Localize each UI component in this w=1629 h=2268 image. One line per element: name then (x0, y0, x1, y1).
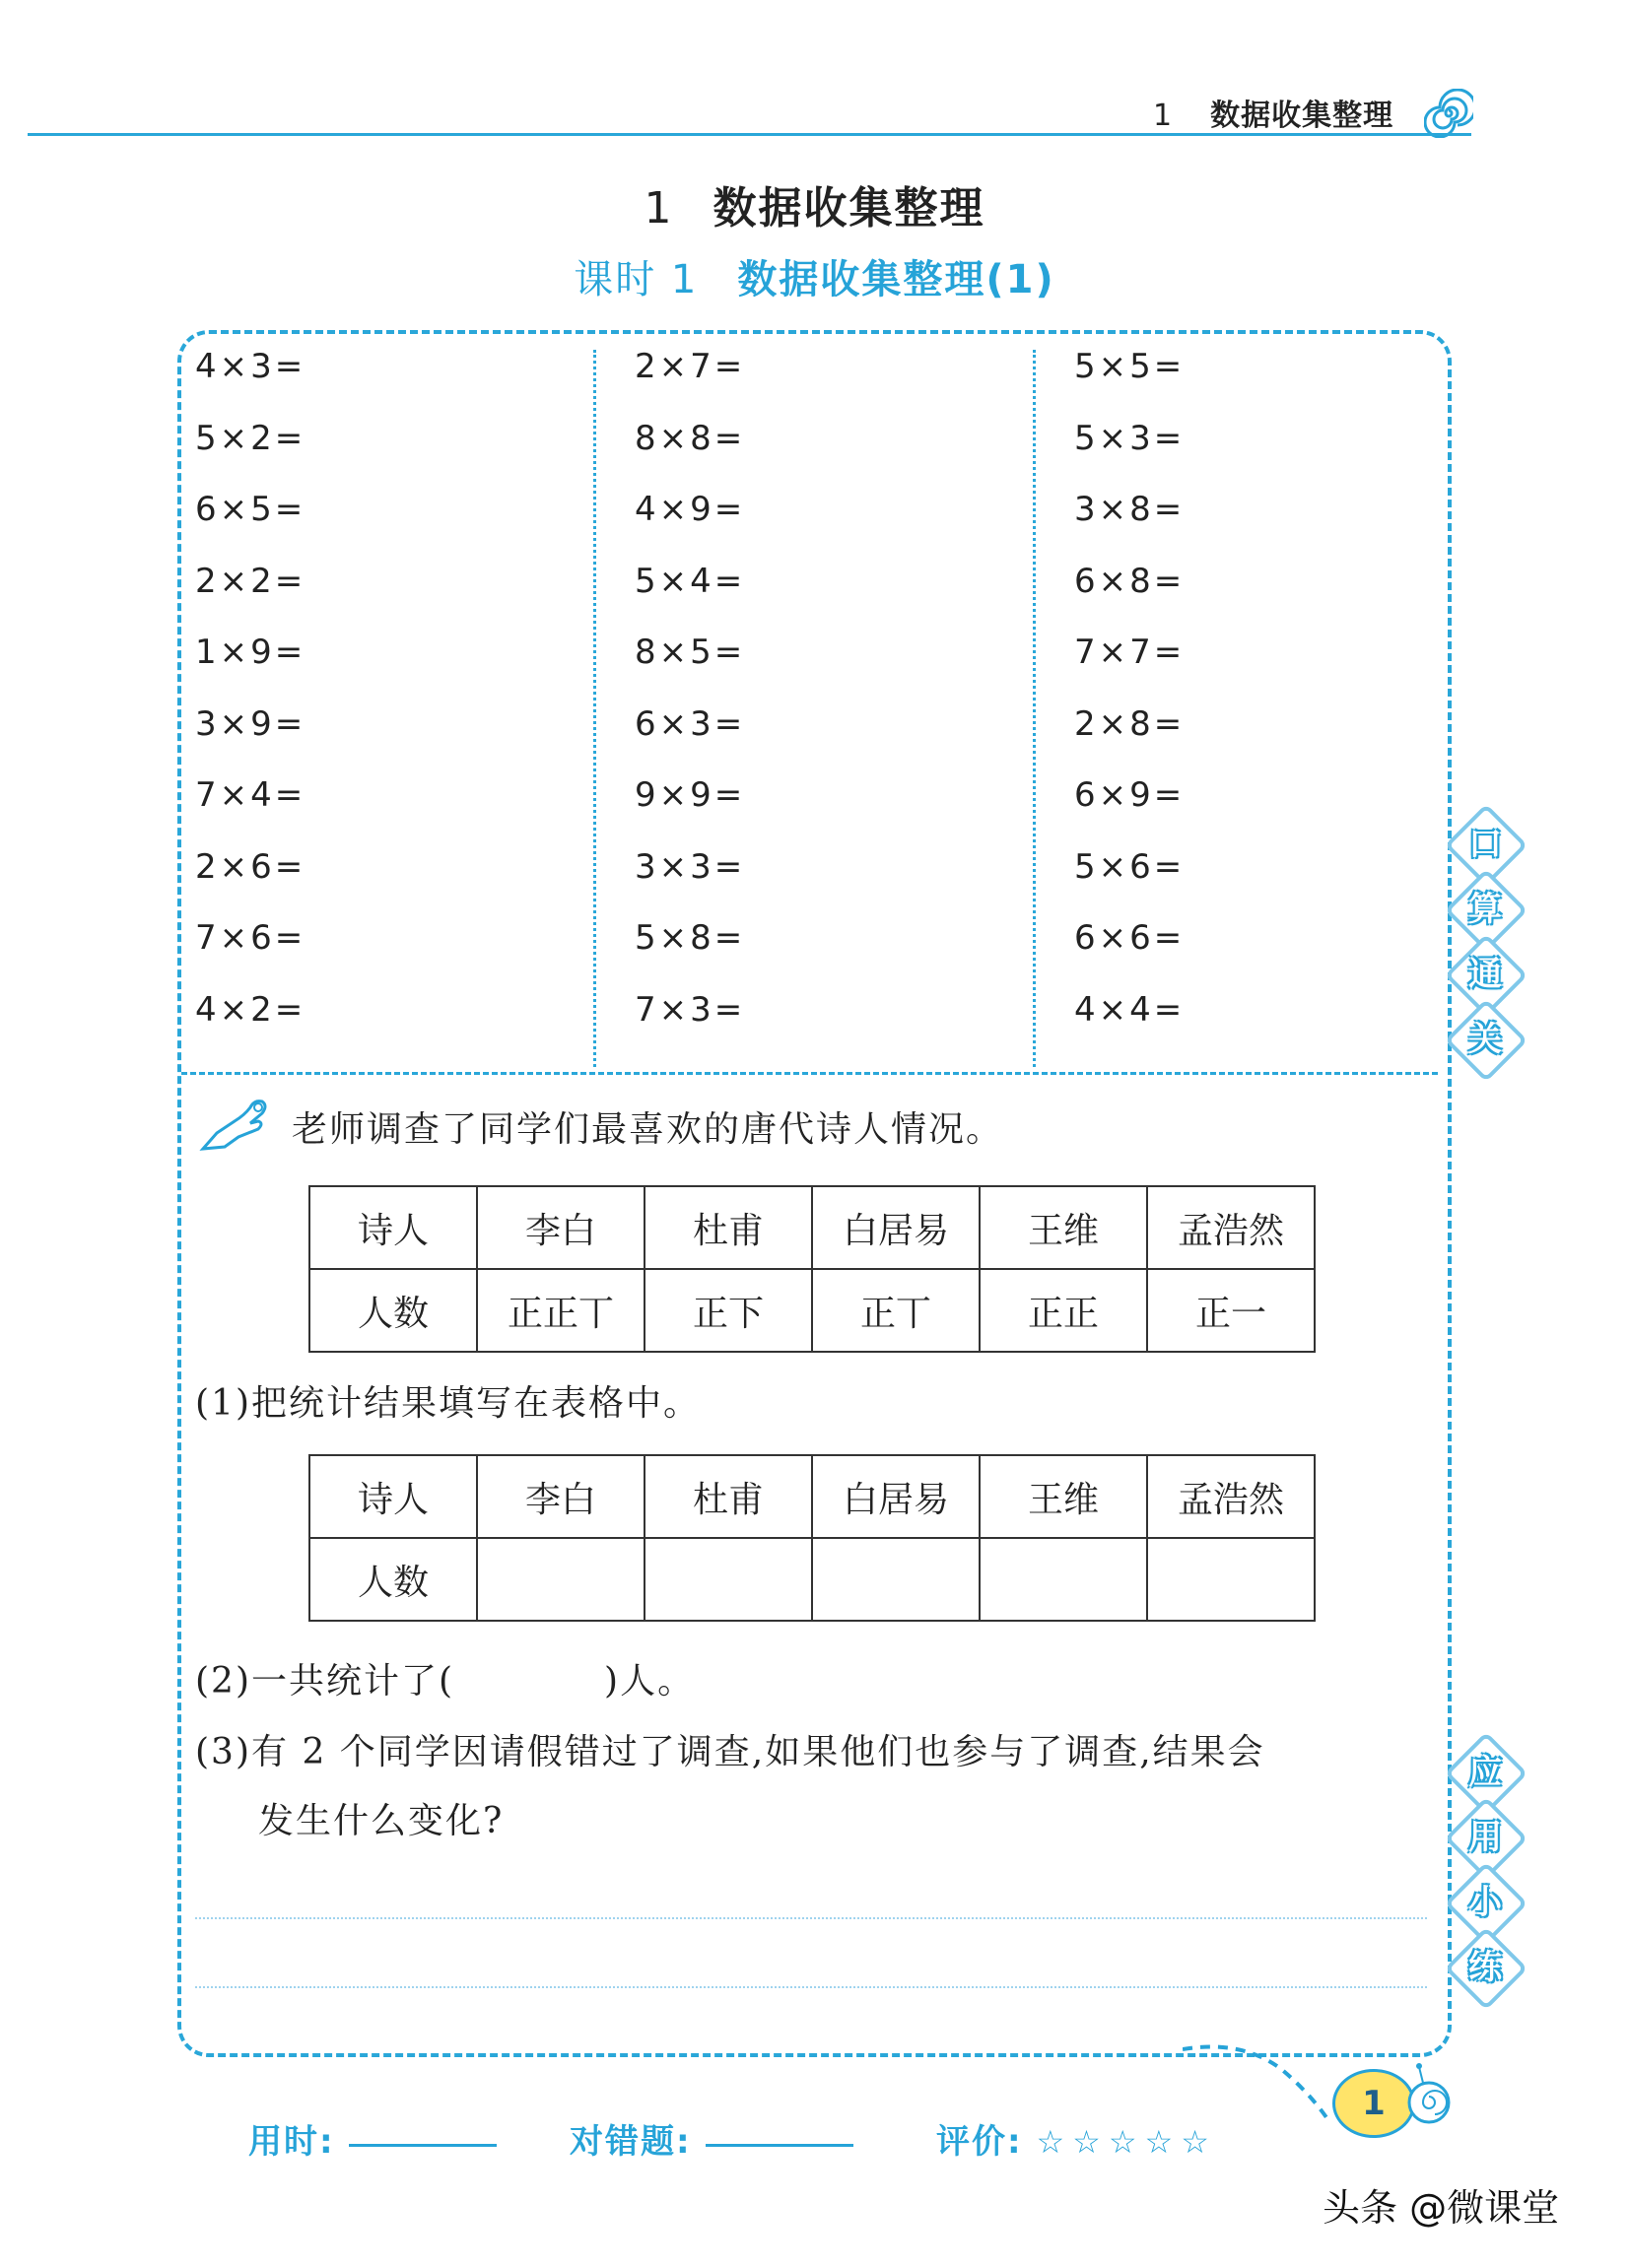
answer-table (308, 1454, 1316, 1622)
question-part-2: (2)一共统计了( )人。 (195, 1661, 696, 1701)
rating-star-icon[interactable]: ☆ (1072, 2123, 1103, 2161)
errors-blank[interactable] (706, 2140, 853, 2147)
column-divider (1033, 350, 1036, 1067)
table-cell: 人数 (309, 1538, 477, 1621)
question-intro: 老师调查了同学们最喜欢的唐代诗人情况。 (292, 1109, 1004, 1150)
table-cell: 李白 (477, 1186, 645, 1269)
side-tab (1457, 881, 1516, 940)
question-part-1: (1)把统计结果填写在表格中。 (195, 1383, 701, 1424)
swirl-icon (1424, 89, 1473, 138)
side-tab-label: 应 (1468, 1753, 1502, 1792)
side-tab (1457, 1874, 1516, 1933)
question-part-3-continued: 发生什么变化? (258, 1801, 505, 1841)
table-cell: 孟浩然 (1147, 1455, 1315, 1538)
table-cell[interactable] (980, 1538, 1147, 1621)
drill-equation: 7×6= (195, 918, 306, 958)
table-cell[interactable] (645, 1538, 812, 1621)
dashed-trail-decoration (1183, 2039, 1340, 2138)
side-tab (1457, 816, 1516, 875)
drill-equation: 5×4= (635, 561, 746, 601)
answer-line[interactable] (195, 1986, 1427, 1988)
side-tab-label: 小 (1468, 1883, 1502, 1922)
table-cell: 孟浩然 (1147, 1186, 1315, 1269)
drill-equation: 2×8= (1074, 703, 1186, 744)
drill-equation: 6×6= (1074, 918, 1186, 958)
drill-equation: 2×7= (635, 347, 746, 386)
side-tab-label: 关 (1468, 1020, 1502, 1059)
drill-equation: 5×6= (1074, 846, 1186, 887)
table-cell: 杜甫 (645, 1186, 812, 1269)
drill-equation: 4×3= (195, 347, 306, 386)
page-number-snail: 1 (1332, 2069, 1415, 2138)
side-tab (1457, 1939, 1516, 1998)
table-cell: 诗人 (309, 1186, 477, 1269)
running-header-title: 数据收集整理 (1210, 99, 1394, 133)
question-part-3: (3)有 2 个同学因请假错过了调查,如果他们也参与了调查,结果会 (195, 1732, 1265, 1772)
drill-equation: 5×3= (1074, 418, 1186, 458)
drill-equation: 4×9= (635, 490, 746, 529)
drill-equation: 5×2= (195, 418, 306, 458)
error-count: 对错题: (570, 2114, 853, 2163)
drill-equation: 4×4= (1074, 989, 1186, 1030)
drill-equation: 8×8= (635, 418, 746, 458)
drill-equation: 1×9= (195, 633, 306, 672)
table-cell: 人数 (309, 1269, 477, 1352)
drill-equation: 3×3= (635, 846, 746, 887)
table-cell: 王维 (980, 1186, 1147, 1269)
table-cell: 李白 (477, 1455, 645, 1538)
table-cell: 白居易 (812, 1186, 980, 1269)
time-blank[interactable] (349, 2140, 497, 2147)
tally-table (308, 1185, 1316, 1353)
table-cell: 正一 (1147, 1269, 1315, 1352)
side-tab-label: 算 (1468, 890, 1502, 929)
running-header (1153, 91, 1393, 134)
side-tab-label: 练 (1468, 1948, 1502, 1987)
drill-equation: 5×8= (635, 918, 746, 958)
table-cell: 正正 (980, 1269, 1147, 1352)
drill-equation: 7×4= (195, 775, 306, 815)
table-cell: 正丅 (812, 1269, 980, 1352)
side-tab-label: 通 (1468, 955, 1502, 994)
side-tab (1457, 946, 1516, 1005)
side-tab (1457, 1809, 1516, 1868)
table-cell: 诗人 (309, 1455, 477, 1538)
rating-star-icon[interactable]: ☆ (1036, 2123, 1067, 2161)
rating-star-icon[interactable]: ☆ (1144, 2123, 1176, 2161)
drill-equation: 6×3= (635, 703, 746, 744)
drill-equation: 7×7= (1074, 633, 1186, 672)
drill-equation: 5×5= (1074, 347, 1186, 386)
side-tab (1457, 1011, 1516, 1070)
table-cell: 白居易 (812, 1455, 980, 1538)
pointing-hand-icon (195, 1092, 272, 1157)
table-cell[interactable] (1147, 1538, 1315, 1621)
snail-shell-icon (1399, 2059, 1459, 2128)
table-cell: 杜甫 (645, 1455, 812, 1538)
page-title: 1 数据收集整理 (644, 183, 985, 233)
watermark: 头条 @微课堂 (1323, 2186, 1560, 2230)
section-divider (181, 1072, 1438, 1075)
lesson-subtitle: 课时 1 数据收集整理(1) (574, 257, 1055, 302)
table-cell: 正正丅 (477, 1269, 645, 1352)
rating-star-icon[interactable]: ☆ (1181, 2123, 1211, 2161)
table-cell[interactable] (812, 1538, 980, 1621)
table-cell: 王维 (980, 1455, 1147, 1538)
drill-equation: 6×9= (1074, 775, 1186, 815)
side-tab-label: 口 (1468, 825, 1502, 864)
drill-equation: 8×5= (635, 633, 746, 672)
table-cell[interactable] (477, 1538, 645, 1621)
running-header-number: 1 (1153, 99, 1174, 133)
side-tab (1457, 1744, 1516, 1803)
rating-star-icon[interactable]: ☆ (1108, 2123, 1139, 2161)
drill-equation: 7×3= (635, 989, 746, 1030)
drill-equation: 6×8= (1074, 561, 1186, 601)
drill-equation: 6×5= (195, 490, 306, 529)
drill-equation: 3×9= (195, 703, 306, 744)
time-used: 用时: (248, 2114, 497, 2163)
drill-equation: 4×2= (195, 989, 306, 1030)
answer-line[interactable] (195, 1917, 1427, 1919)
drill-equation: 2×6= (195, 846, 306, 887)
column-divider (593, 350, 596, 1067)
drill-equation: 3×8= (1074, 490, 1186, 529)
header-rule (28, 133, 1471, 136)
table-cell: 正下 (645, 1269, 812, 1352)
rating: 评价: ☆ ☆ ☆ ☆ ☆ (936, 2114, 1217, 2163)
drill-equation: 9×9= (635, 775, 746, 815)
side-tab-label: 用 (1468, 1818, 1502, 1857)
drill-equation: 2×2= (195, 561, 306, 601)
